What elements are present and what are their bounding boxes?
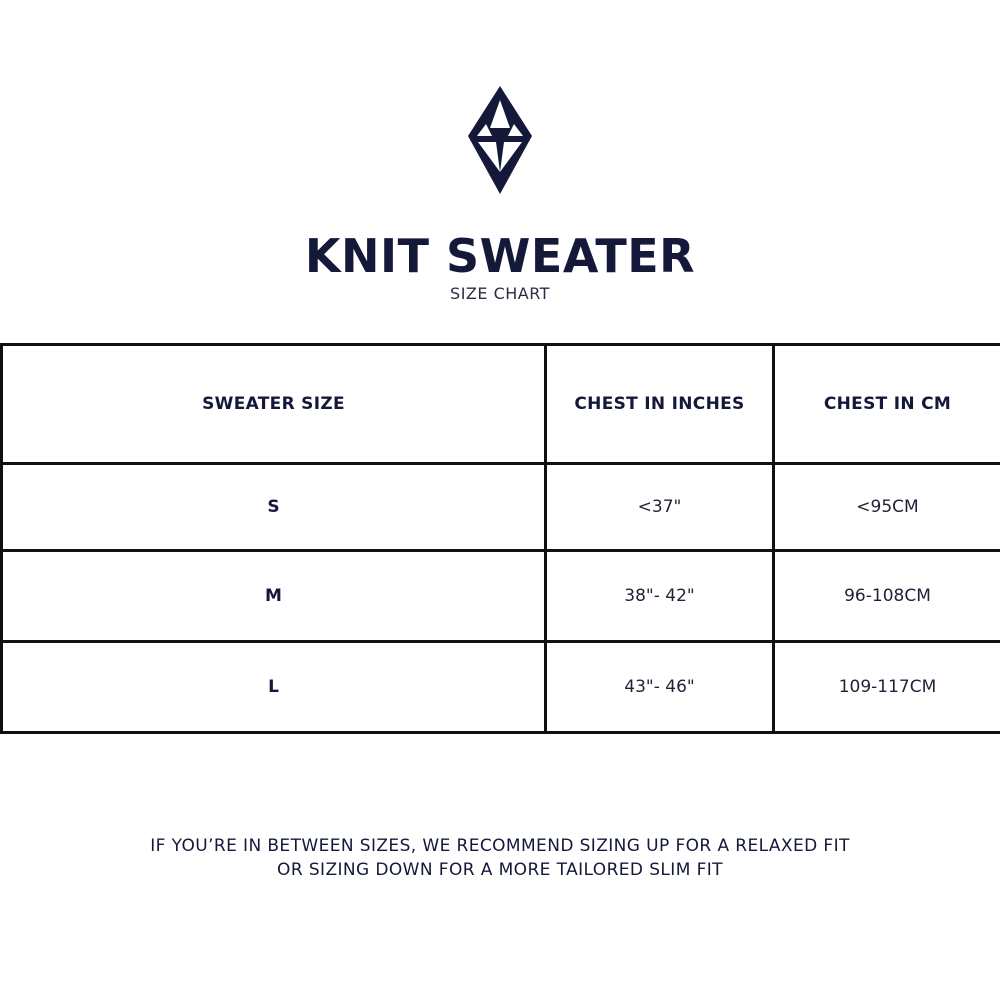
chest-cm-cell: 96-108CM <box>774 551 1000 642</box>
table-row <box>2 464 1000 551</box>
fit-note-line-1: IF YOU’RE IN BETWEEN SIZES, WE RECOMMEND SIZING UP FOR A RELAXED FIT <box>150 836 850 856</box>
table-row <box>2 642 1000 733</box>
size-chart-table <box>0 343 1000 734</box>
chest-cm-cell: <95CM <box>774 464 1000 551</box>
chest-inches-cell: 43"- 46" <box>546 642 774 733</box>
column-header-cm: CHEST IN CM <box>774 345 1000 464</box>
size-cell: L <box>2 642 546 733</box>
page-title: KNIT SWEATER <box>304 229 696 283</box>
chest-cm-cell: 109-117CM <box>774 642 1000 733</box>
table-header-row <box>2 345 1000 464</box>
chest-inches-cell: <37" <box>546 464 774 551</box>
diamond-logo-icon <box>466 84 534 196</box>
column-header-size: SWEATER SIZE <box>2 345 546 464</box>
size-cell: S <box>2 464 546 551</box>
column-header-inches: CHEST IN INCHES <box>546 345 774 464</box>
fit-note-line-2: OR SIZING DOWN FOR A MORE TAILORED SLIM FIT <box>277 860 723 880</box>
table-row <box>2 551 1000 642</box>
size-cell: M <box>2 551 546 642</box>
chest-inches-cell: 38"- 42" <box>546 551 774 642</box>
page-subtitle: SIZE CHART <box>450 284 550 303</box>
fit-note <box>0 834 1000 882</box>
